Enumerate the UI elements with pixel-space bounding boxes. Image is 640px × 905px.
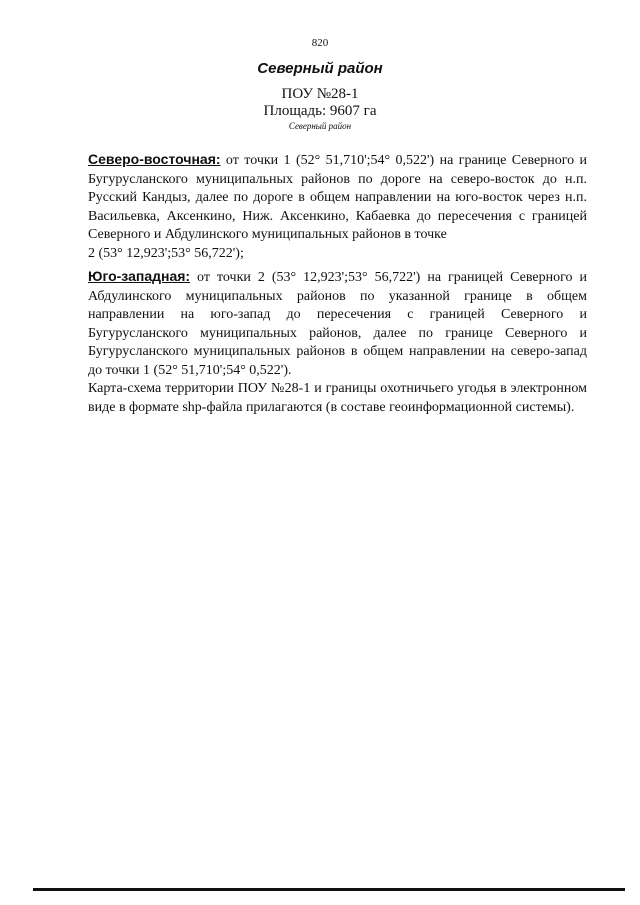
northeast-boundary-label: Северо-восточная: — [88, 151, 221, 167]
northeast-boundary-text: от точки 1 (52° 51,710';54° 0,522') на границе Северного и Бугурусланского муниципальных районов по дороге на северо-восток до н.п. Русский Кандыз, далее по дороге в общем направлении на юго-восток через н.п. Васильевка, Аксенкино, Ниж. Аксенкино, Кабаевка до пересечения с границей Северного и Абдулинского муниципальных районов в точке — [88, 153, 587, 243]
page-number: 820 — [311, 37, 329, 49]
page-title: Северный район — [257, 60, 383, 77]
northeast-boundary-end: 2 (53° 12,923';53° 56,722'); — [88, 245, 244, 261]
region-subtitle: Северный район — [288, 121, 352, 131]
southwest-boundary-text: от точки 2 (53° 12,923';53° 56,722') на границей Северного и Абдулинского муниципальных районов по указанной границе в общем направлении на юго-запад до пересечения с границей Северного и Бугурусланского муниципальных районов, далее по границе Северного и Бугурусланского муниципальных районов в общем направлении на северо-запад до точки 1 (52° 51,710';54° 0,522'). — [88, 270, 587, 378]
area-value: Площадь: 9607 га — [263, 103, 377, 119]
northeast-boundary-paragraph — [88, 150, 587, 264]
southwest-boundary-paragraph — [88, 267, 587, 381]
map-note-paragraph: Карта-схема территории ПОУ №28-1 и границы охотничьего угодья в электронном виде в формате shp-файла прилагаются (в составе геоинформационной системы). — [88, 381, 587, 415]
bottom-rule — [33, 888, 625, 891]
southwest-boundary-label: Юго-западная: — [88, 268, 191, 284]
pou-number: ПОУ №28-1 — [281, 86, 359, 102]
